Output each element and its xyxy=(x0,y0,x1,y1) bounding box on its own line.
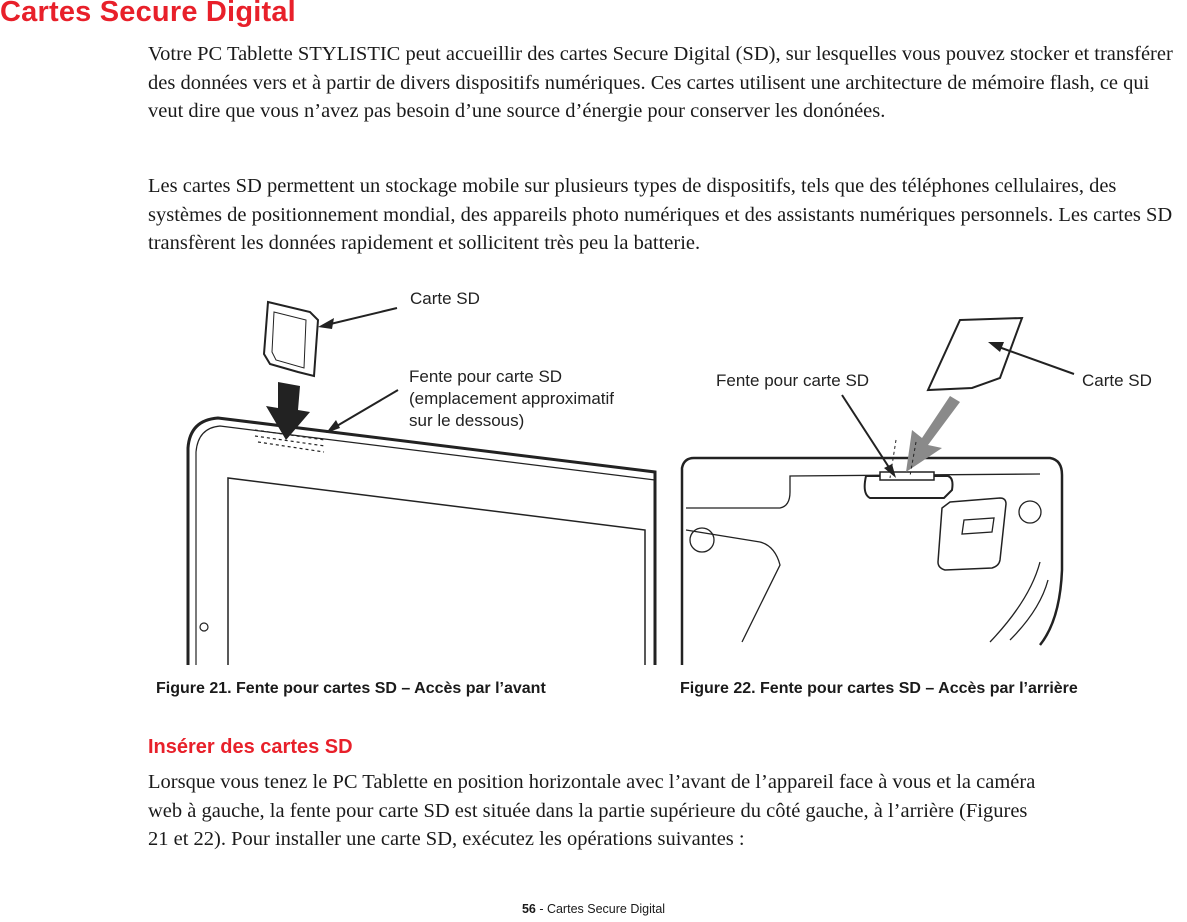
figure-21-caption: Figure 21. Fente pour cartes SD – Accès par l’avant xyxy=(156,680,546,697)
fig21-card-label: Carte SD xyxy=(410,289,480,308)
figure-22-illustration xyxy=(682,318,1152,665)
sd-card-icon xyxy=(264,302,318,376)
fig21-slot-label-3: sur le dessous) xyxy=(409,411,525,430)
fig21-slot-label-2: (emplacement approximatif xyxy=(409,389,615,408)
fingerprint-sensor-icon xyxy=(938,498,1006,570)
figure-22-caption: Figure 22. Fente pour cartes SD – Accès par l’arrière xyxy=(680,680,1078,697)
footer-separator: - xyxy=(535,902,547,916)
section-paragraph: Lorsque vous tenez le PC Tablette en position horizontale avec l’avant de l’appareil face à vous et la caméra web à gauche, la fente pour carte SD est située dans la partie supérieure du côté gauche, à l’arrière (Figures 21 et 22). Pour installer une carte SD, exécutez les opérations suivantes : xyxy=(148,771,1036,850)
figure-illustrations xyxy=(0,280,1187,665)
fig22-slot-label: Fente pour carte SD xyxy=(716,371,870,390)
section-heading: Insérer des cartes SD xyxy=(148,736,353,758)
sd-card-rear-icon xyxy=(928,318,1022,390)
sd-slot-icon xyxy=(865,472,953,498)
insert-arrow-rear-icon xyxy=(906,396,960,472)
fig22-card-label: Carte SD xyxy=(1082,371,1152,390)
figure-21-illustration xyxy=(188,289,655,665)
insert-arrow-icon xyxy=(266,382,310,440)
intro-paragraph: Votre PC Tablette STYLISTIC peut accueillir des cartes Secure Digital (SD), sur lesquelles vous pouvez stocker et transférer des données vers et à partir de divers dispositifs numériques. Ces cartes utilisent une architecture de mémoire flash, ce qui veut dire que vous n’avez pas besoin d’une source d’énergie pour conserver les donónées. xyxy=(148,43,1173,122)
page-number: 56 xyxy=(521,902,536,916)
fig21-slot-label-1: Fente pour carte SD xyxy=(409,367,563,386)
footer-section: Cartes Secure Digital xyxy=(546,902,666,916)
usage-paragraph: Les cartes SD permettent un stockage mobile sur plusieurs types de dispositifs, tels que des téléphones cellulaires, des systèmes de positionnement mondial, des appareils photo numériques et des assistants numériques personnels. Les cartes SD transfèrent les données rapidement et sollicitent très peu la batterie. xyxy=(148,175,1173,254)
page-footer xyxy=(0,902,1187,916)
page-title: Cartes Secure Digital xyxy=(0,0,296,28)
